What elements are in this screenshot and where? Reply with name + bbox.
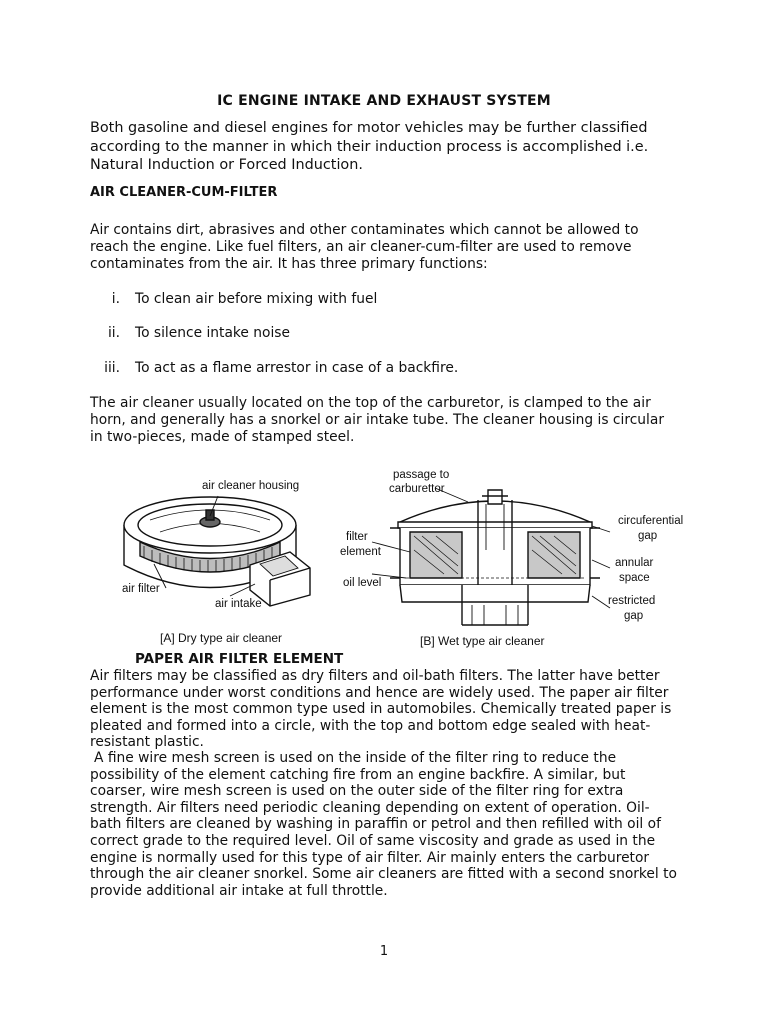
caption-wet-type: [B] Wet type air cleaner [420, 634, 545, 648]
label-circumferential-line-2: gap [638, 530, 658, 542]
label-air-intake: air intake [215, 598, 262, 610]
label-air-cleaner-housing: air cleaner housing [202, 480, 300, 492]
page-number: 1 [379, 944, 389, 959]
caption-dry-type: [A] Dry type air cleaner [160, 631, 283, 645]
list-item-number: iii. [104, 360, 120, 376]
label-air-filter: air filter [122, 583, 160, 595]
label-passage-line-2: carburettor [389, 483, 445, 495]
label-annular-line-2: space [619, 572, 650, 584]
label-annular-line-1: annular [615, 557, 654, 569]
label-oil-level: oil level [343, 577, 382, 589]
section2-paragraph-1: Air filters may be classified as dry filters and oil-bath filters. The latter have better performance under worst conditions and hence are widely used. The paper air filter element is the most common type used in automobiles. Chemically treated paper is pleated and formed into a circle, with the top and bottom edge sealed with heat-resistant plastic. [90, 668, 672, 751]
list-item-number: i. [111, 291, 120, 307]
air-cleaner-figure [110, 460, 700, 655]
list-item [90, 325, 290, 342]
label-restricted-line-1: restricted [608, 595, 656, 607]
label-passage-line-1: passage to [393, 469, 450, 481]
list-item [90, 291, 378, 308]
list-item-text: To clean air before mixing with fuel [135, 291, 378, 307]
label-filter-line-1: filter [346, 531, 368, 543]
section2-paragraph-2: A fine wire mesh screen is used on the inside of the filter ring to reduce the possibility of the element catching fire from an engine backfire. A similar, but coarser, wire mesh screen is used on the outer side of the filter ring for extra strength. Air filters need periodic cleaning depending on extent of operation. Oil-bath filters are cleaned by washing in paraffin or petrol and then refilled with oil of correct grade to the required level. Oil of same viscosity and grade as used in the engine is normally used for this type of air filter. Air mainly enters the carburetor through the air cleaner snorkel. Some air cleaners are fitted with a second snorkel to provide additional air intake at full throttle. [90, 750, 677, 899]
label-circumferential-line-1: circuferential [618, 515, 684, 527]
label-restricted-line-2: gap [624, 610, 644, 622]
section1-paragraph-2: The air cleaner usually located on the top of the carburetor, is clamped to the air horn, and generally has a snorkel or air intake tube. The cleaner housing is circular in two-pieces, made of stamped steel. [90, 395, 665, 445]
wet-air-cleaner-drawing [372, 488, 610, 625]
label-filter-line-2: element [340, 546, 381, 558]
list-item-text: To silence intake noise [135, 325, 290, 341]
section1-paragraph-1: Air contains dirt, abrasives and other contaminates which cannot be allowed to reach the engine. Like fuel filters, an air cleaner-cum-filter are used to remove contaminates from the air. It has three primary functions: [90, 222, 639, 272]
page-title: IC ENGINE INTAKE AND EXHAUST SYSTEM [217, 93, 551, 109]
list-item-text: To act as a flame arrestor in case of a backfire. [135, 360, 459, 376]
section-heading-air-cleaner: AIR CLEANER-CUM-FILTER [90, 185, 278, 200]
intro-paragraph: Both gasoline and diesel engines for motor vehicles may be further classified according to the manner in which their induction process is accomplished i.e. Natural Induction or Forced Induction. [90, 120, 649, 173]
section-heading-paper-filter: PAPER AIR FILTER ELEMENT [135, 651, 344, 667]
list-item [90, 360, 459, 377]
list-item-number: ii. [107, 325, 120, 341]
